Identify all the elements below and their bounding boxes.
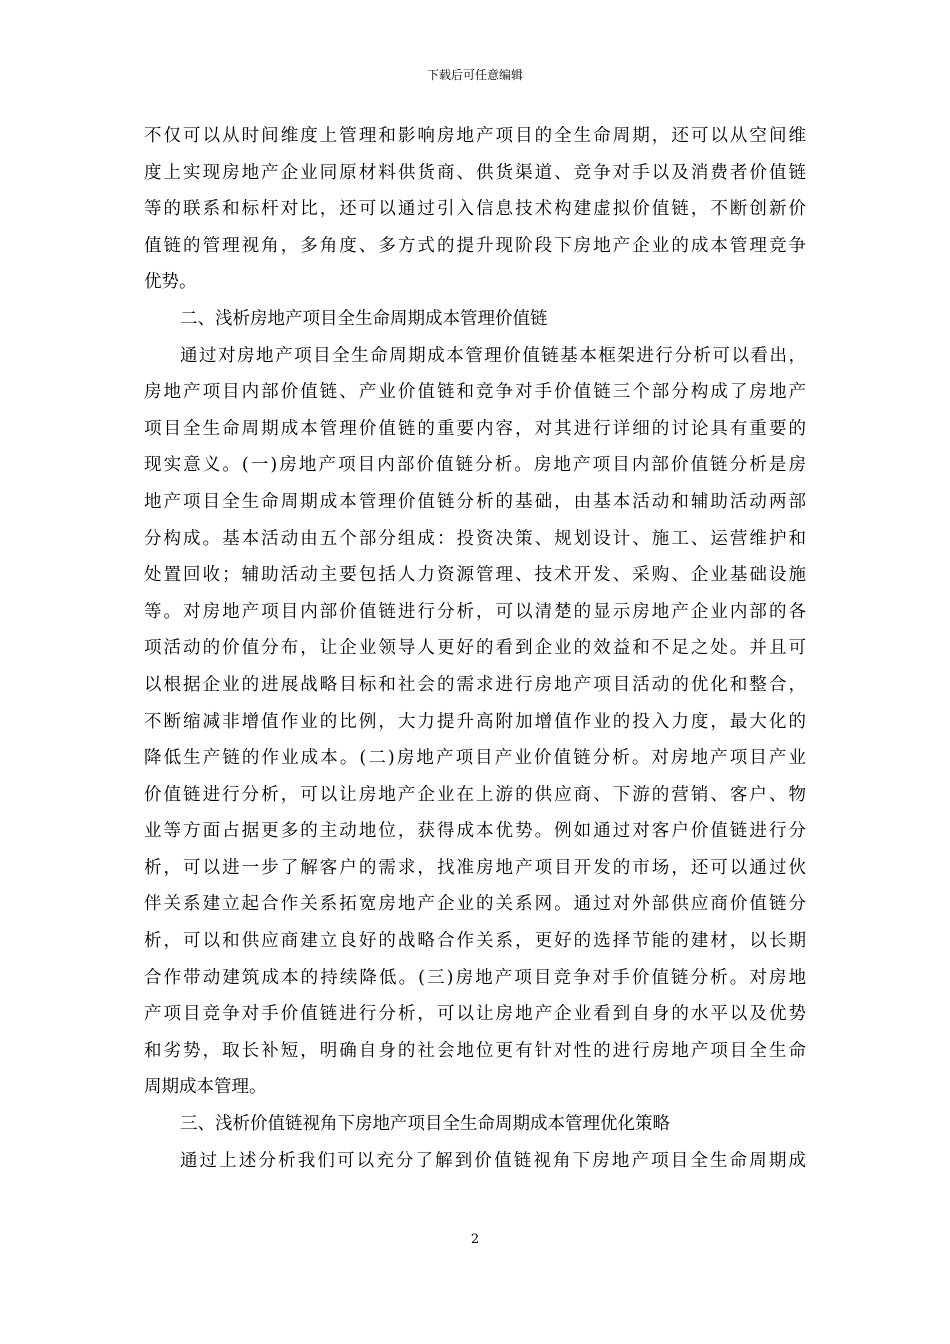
page-header: 下载后可任意编辑: [426, 68, 523, 82]
text-line: 三、浅析价值链视角下房地产项目全生命周期成本管理优化策略: [180, 1114, 670, 1135]
text-line: 优势。: [144, 272, 197, 293]
text-line: 价值链进行分析，可以让房地产企业在上游的供应商、下游的营销、客户、物: [144, 784, 806, 805]
text-line: 不仅可以从时间维度上管理和影响房地产项目的全生命周期，还可以从空间维: [144, 126, 806, 146]
text-line: 等的联系和标杆对比，还可以通过引入信息技术构建虚拟价值链，不断创新价: [144, 199, 806, 220]
text-line: 降低生产链的作业成本。(二)房地产项目产业价值链分析。对房地产项目产业: [144, 748, 806, 769]
text-line: 和劣势，取长补短，明确自身的社会地位更有针对性的进行房地产项目全生命: [144, 1040, 806, 1061]
document-body: [144, 118, 806, 1179]
text-line: 析，可以进一步了解客户的需求，找准房地产项目开发的市场，还可以通过伙: [144, 857, 806, 878]
text-line: 不断缩减非增值作业的比例，大力提升高附加增值作业的投入力度，最大化的: [144, 711, 806, 732]
text-line: 析，可以和供应商建立良好的战略合作关系，更好的选择节能的建材，以长期: [144, 931, 806, 952]
text-line: 通过对房地产项目全生命周期成本管理价值链基本框架进行分析可以看出，: [180, 345, 806, 366]
text-line: 通过上述分析我们可以充分了解到价值链视角下房地产项目全生命周期成: [180, 1150, 806, 1171]
text-line: 地产项目全生命周期成本管理价值链分析的基础，由基本活动和辅助活动两部: [144, 491, 806, 512]
text-line: 房地产项目内部价值链、产业价值链和竞争对手价值链三个部分构成了房地产: [144, 382, 806, 403]
text-line: 处置回收；辅助活动主要包括人力资源管理、技术开发、采购、企业基础设施: [144, 565, 806, 586]
text-line: 合作带动建筑成本的持续降低。(三)房地产项目竞争对手价值链分析。对房地: [144, 967, 806, 988]
text-line: 伴关系建立起合作关系拓宽房地产企业的关系网。通过对外部供应商价值链分: [144, 894, 806, 915]
text-line: 二、浅析房地产项目全生命周期成本管理价值链: [180, 308, 548, 329]
text-line: 度上实现房地产企业同原材料供货商、供货渠道、竞争对手以及消费者价值链: [144, 162, 806, 183]
text-line: 周期成本管理。: [144, 1077, 267, 1098]
text-line: 以根据企业的进展战略目标和社会的需求进行房地产项目活动的优化和整合，: [144, 674, 806, 695]
text-line: 现实意义。(一)房地产项目内部价值链分析。房地产项目内部价值链分析是房: [144, 455, 806, 476]
text-line: 产项目竞争对手价值链进行分析，可以让房地产企业看到自身的水平以及优势: [144, 1004, 806, 1025]
page-number: 2: [470, 1232, 480, 1247]
text-line: 值链的管理视角，多角度、多方式的提升现阶段下房地产企业的成本管理竞争: [144, 235, 806, 256]
text-line: 业等方面占据更多的主动地位，获得成本优势。例如通过对客户价值链进行分: [144, 821, 806, 842]
text-line: 项活动的价值分布，让企业领导人更好的看到企业的效益和不足之处。并且可: [144, 638, 806, 659]
text-line: 项目全生命周期成本管理价值链的重要内容，对其进行详细的讨论具有重要的: [144, 418, 806, 439]
text-line: 等。对房地产项目内部价值链进行分析，可以清楚的显示房地产企业内部的各: [144, 601, 806, 622]
text-line: 分构成。基本活动由五个部分组成：投资决策、规划设计、施工、运营维护和: [144, 528, 806, 549]
